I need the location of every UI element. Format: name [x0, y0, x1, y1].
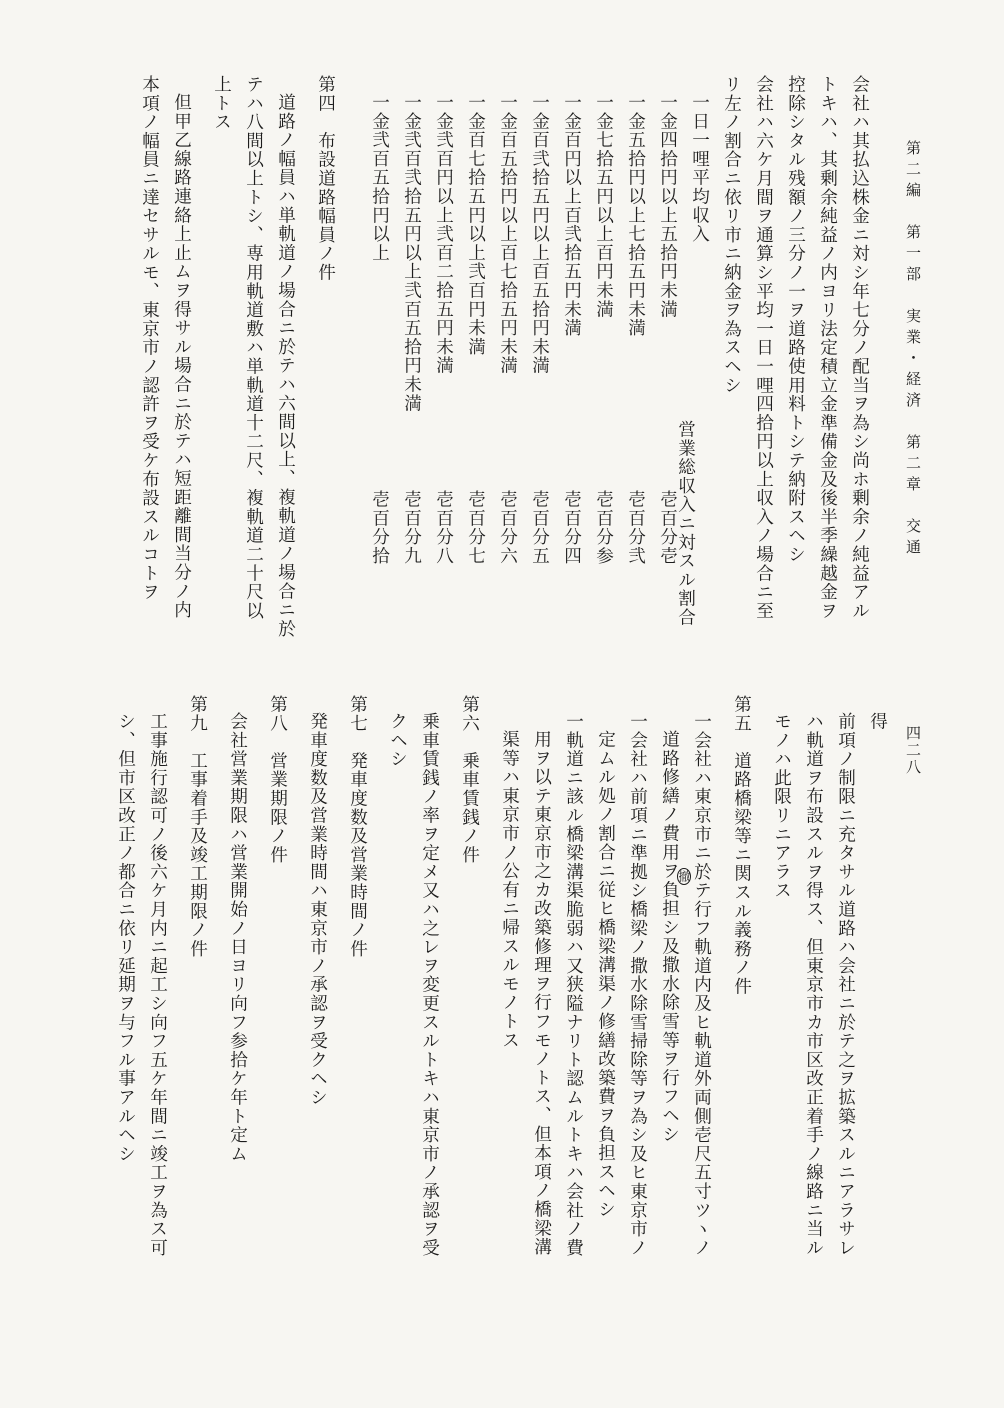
text-line: 用ヲ以テ東京市之カ改築修理ヲ行フモノトス、但本項ノ橋梁溝: [531, 730, 552, 1257]
text-line: 会社ハ其払込株金ニ対シ年七分ノ配当ヲ為シ尚ホ剰余ノ純益アル: [849, 75, 870, 621]
correction-annotation: 撤: [677, 870, 691, 884]
table-row-income: 一金百五拾円以上百七拾五円未満: [497, 93, 518, 375]
section-title-9: 第九 工事着手及竣工期限ノ件: [187, 695, 208, 959]
table-row-income: 一金七拾五円以上百円未満: [593, 93, 614, 319]
section-title-7: 第七 発車度数及営業時間ノ件: [347, 695, 368, 959]
text-line: トキハ、其剰余純益ノ内ヨリ法定積立金準備金及後半季繰越金ヲ: [817, 75, 838, 621]
text-line: 道路ノ幅員ハ単軌道ノ場合ニ於テハ六間以上、複軌道ノ場合ニ於: [275, 93, 296, 639]
text-line: 道路修繕ノ費用ヲ負担シ及撒水除雪等ヲ行フヘシ: [659, 730, 680, 1144]
table-row-rate: 壱百分四: [561, 490, 582, 566]
section-title-4: 第四 布設道路幅員ノ件: [315, 75, 336, 282]
section-title-6: 第六 乗車賃銭ノ件: [459, 695, 480, 865]
text-line: 工事施行認可ノ後六ケ月内ニ起工シ向フ五ケ年間ニ竣工ヲ為ス可: [147, 712, 168, 1258]
page-number: 四二八: [904, 725, 922, 776]
table-row-rate: 壱百分壱: [657, 490, 678, 566]
text-line: 一軌道ニ該ル橋梁溝渠脆弱ハ又狭隘ナリト認ムルトキハ会社ノ費: [563, 712, 584, 1258]
section-title-8: 第八 営業期限ノ件: [267, 695, 288, 865]
text-line: 会社ハ六ケ月間ヲ通算シ平均一日一哩四拾円以上収入ノ場合ニ至: [753, 75, 774, 621]
text-line: 一会社ハ東京市ニ於テ行フ軌道内及ヒ軌道外両側壱尺五寸ツヽノ: [691, 712, 712, 1258]
text-line: テハ八間以上トシ、専用軌道敷ハ単軌道十二尺、複軌道二十尺以: [243, 75, 264, 621]
table-row-income: 一金弐百五拾円以上: [369, 93, 390, 263]
table-row-rate: 壱百分九: [401, 490, 422, 566]
table-row-income: 一金五拾円以上七拾五円未満: [625, 93, 646, 338]
text-line: 一会社ハ前項ニ準拠シ橋梁ノ撒水除雪掃除等ヲ為シ及ヒ東京市ノ: [627, 712, 648, 1258]
table-row-rate: 壱百分八: [433, 490, 454, 566]
text-line: 得: [867, 712, 888, 731]
table-row-income: 一金弐百円以上弐百二拾五円未満: [433, 93, 454, 375]
table-row-income: 一金百円以上百弐拾五円未満: [561, 93, 582, 338]
table-row-rate: 壱百分拾: [369, 490, 390, 566]
text-line: 乗車賃銭ノ率ヲ定メ又ハ之レヲ変更スルトキハ東京市ノ承認ヲ受: [419, 712, 440, 1258]
table-header-income: 一日一哩平均収入: [689, 93, 710, 244]
table-row-rate: 壱百分七: [465, 490, 486, 566]
text-line: 発車度数及営業時間ハ東京市ノ承認ヲ受クヘシ: [307, 712, 328, 1107]
section-title-5: 第五 道路橋梁等ニ関スル義務ノ件: [731, 695, 752, 996]
table-row-income: 一金百弐拾五円以上百五拾円未満: [529, 93, 550, 375]
text-line: ハ軌道ヲ布設スルヲ得ス、但東京市カ市区改正着手ノ線路ニ当ル: [803, 712, 824, 1258]
table-row-rate: 壱百分五: [529, 490, 550, 566]
text-line: 会社営業期限ハ営業開始ノ日ヨリ向フ参拾ケ年ト定ム: [227, 712, 248, 1164]
table-header-rate: 営業総収入ニ対スル割合: [675, 420, 696, 627]
text-line: 前項ノ制限ニ充タサル道路ハ会社ニ於テ之ヲ拡築スルニアラサレ: [835, 712, 856, 1258]
text-line: 上トス: [211, 75, 232, 132]
table-row-rate: 壱百分六: [497, 490, 518, 566]
text-line: シ、但市区改正ノ都合ニ依リ延期ヲ与フル事アルヘシ: [115, 712, 136, 1164]
table-row-income: 一金四拾円以上五拾円未満: [657, 93, 678, 319]
text-line: 但甲乙線路連絡上止ムヲ得サル場合ニ於テハ短距離間当分ノ内: [171, 93, 192, 620]
table-row-income: 一金弐百弐拾五円以上弐百五拾円未満: [401, 93, 422, 413]
text-line: クヘシ: [387, 712, 408, 769]
table-row-rate: 壱百分弐: [625, 490, 646, 566]
running-head: 第二編 第一部 実業・経済 第二章 交通: [904, 140, 922, 560]
text-line: モノハ此限リニアラス: [771, 712, 792, 900]
table-row-income: 一金百七拾五円以上弐百円未満: [465, 93, 486, 357]
text-line: 渠等ハ東京市ノ公有ニ帰スルモノトス: [499, 730, 520, 1050]
table-row-rate: 壱百分参: [593, 490, 614, 566]
text-line: 定ムル処ノ割合ニ従ヒ橋梁溝渠ノ修繕改築費ヲ負担スヘシ: [595, 730, 616, 1219]
text-line: 本項ノ幅員ニ達セサルモ、東京市ノ認許ヲ受ケ布設スルコトヲ: [139, 75, 160, 602]
text-line: リ左ノ割合ニ依リ市ニ納金ヲ為スヘシ: [721, 75, 742, 395]
text-line: 控除シタル残額ノ三分ノ一ヲ道路使用料トシテ納附スヘシ: [785, 75, 806, 564]
